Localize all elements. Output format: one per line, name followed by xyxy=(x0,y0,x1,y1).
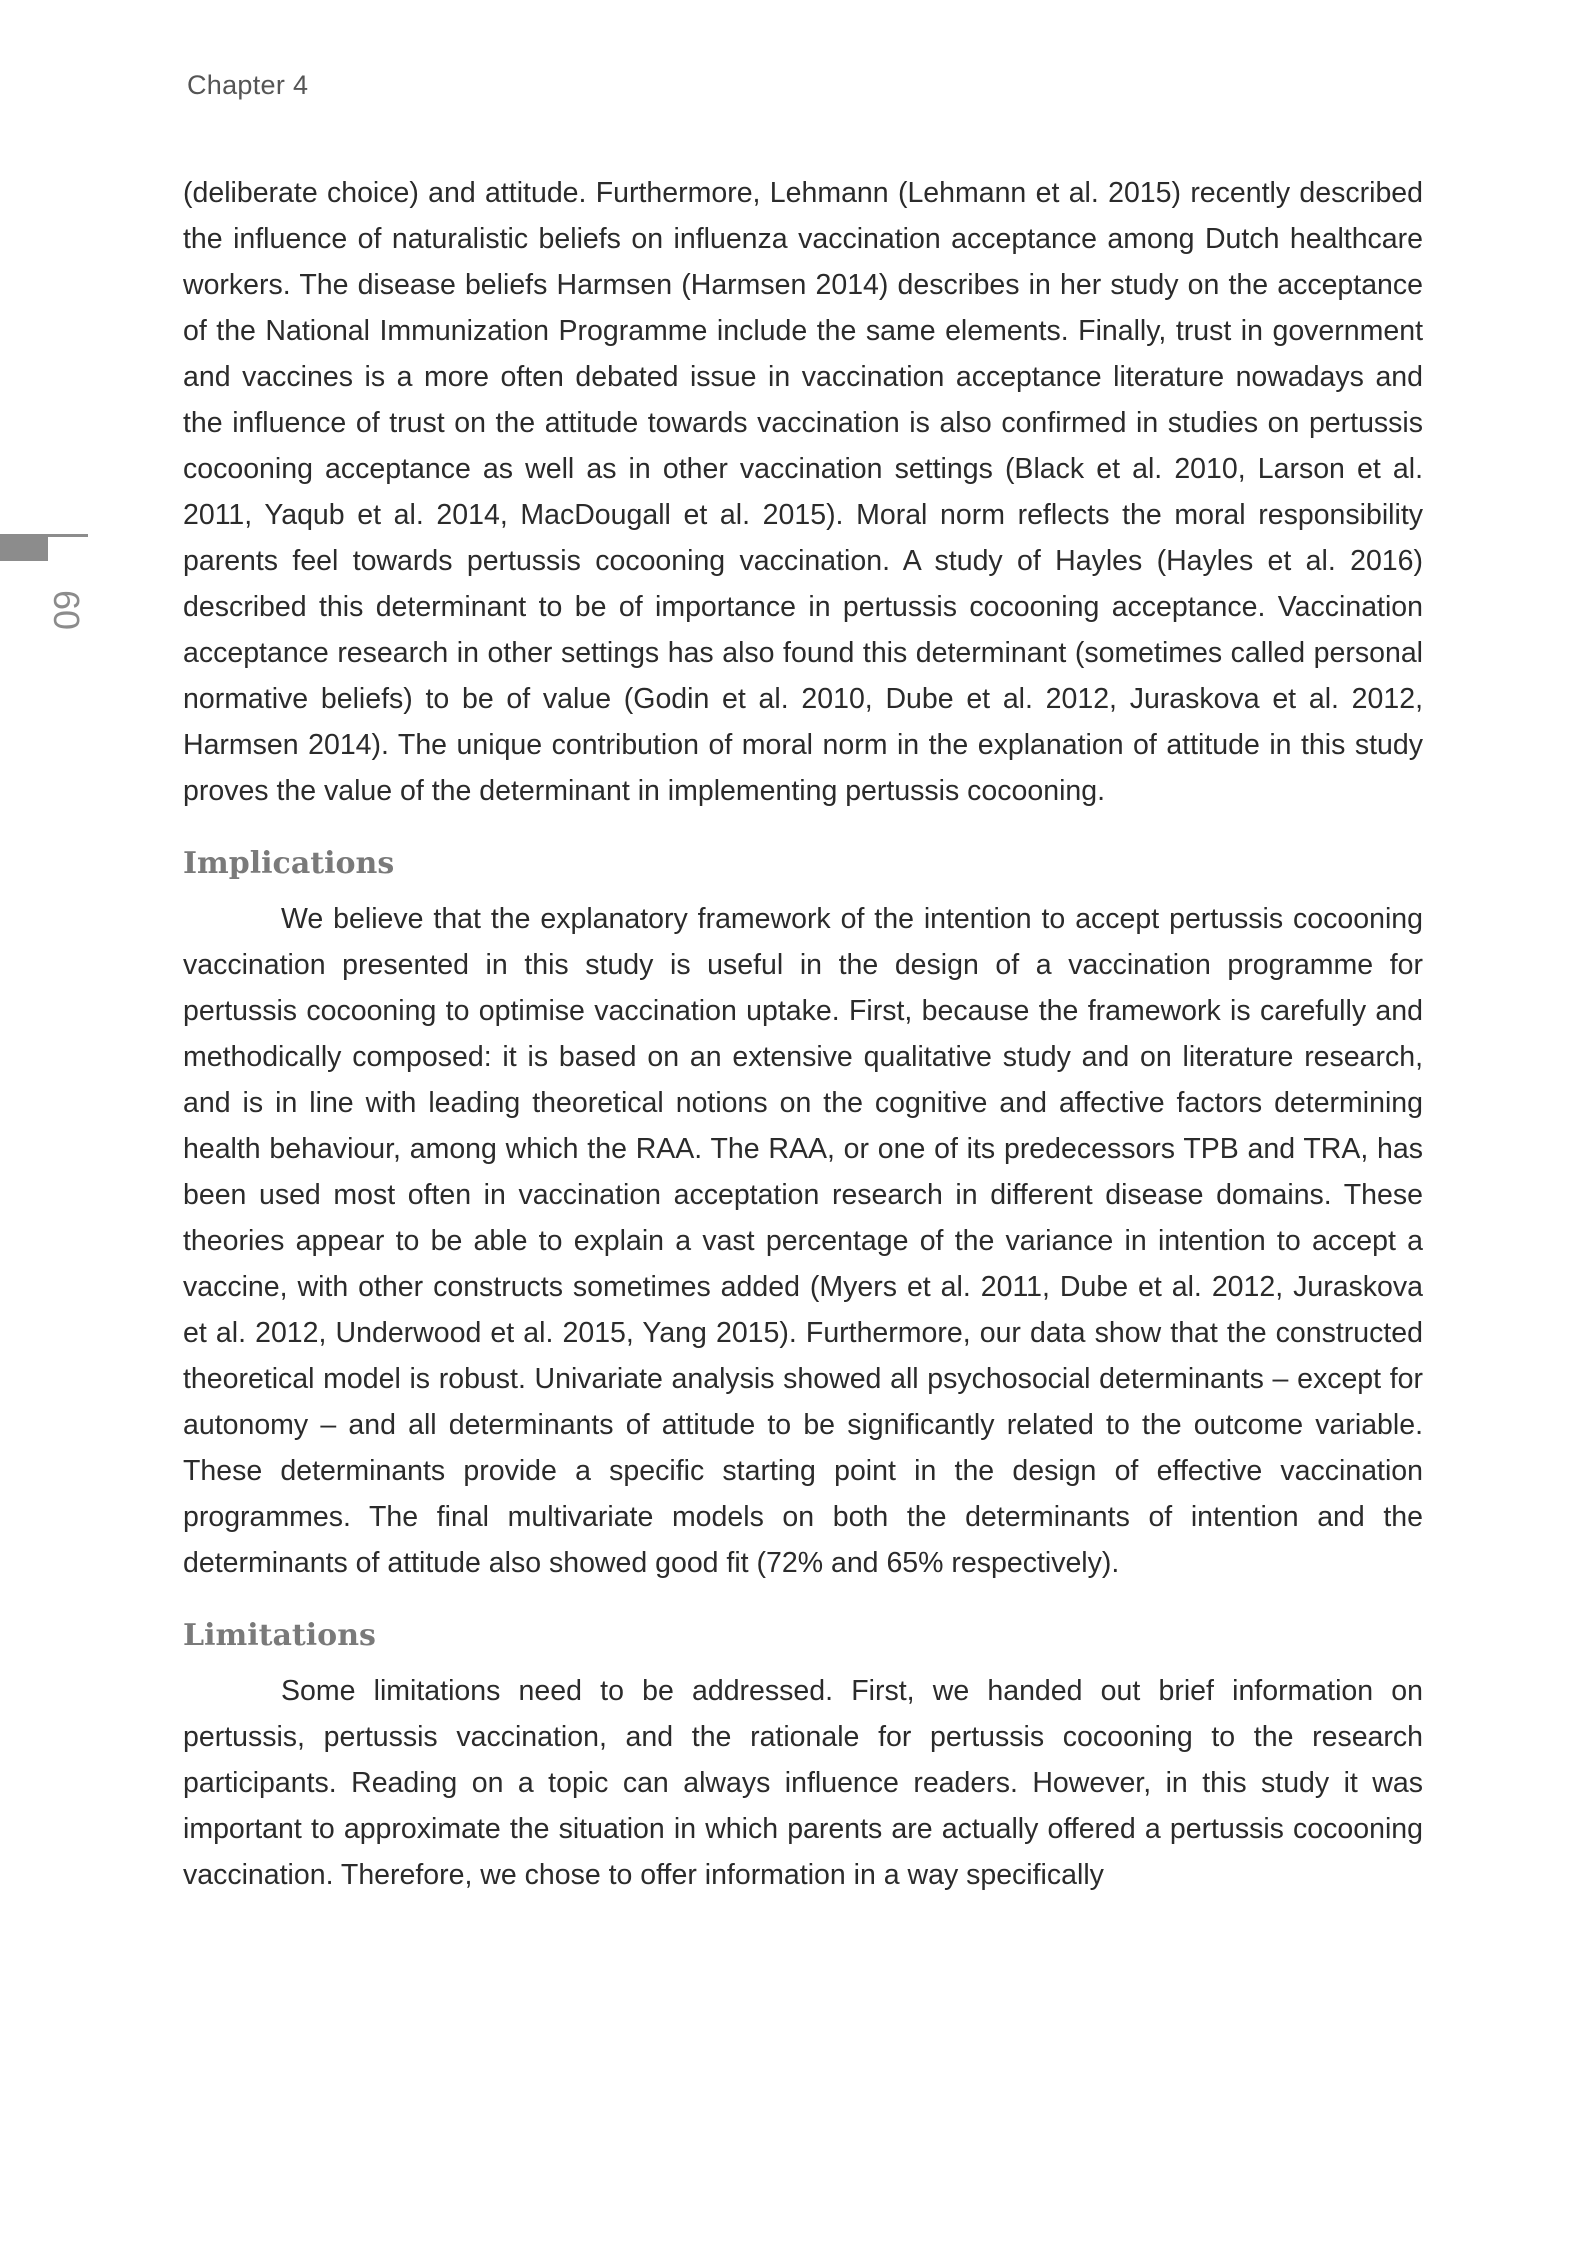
page-marker xyxy=(0,530,90,630)
marker-tab xyxy=(0,535,48,561)
running-header: Chapter 4 xyxy=(187,70,309,100)
paragraph-implications: We believe that the explanatory framework of the intention to accept pertussis cocooning vaccination presented in this study is useful in the design of a vaccination programme for pertussis cocooning to optimise vaccination uptake. First, because the framework is carefully and methodically composed: it is based on an extensive qualitative study and on literature research, and is in line with leading theoretical notions on the cognitive and affective factors determining health behaviour, among which the RAA. The RAA, or one of its predecessors TPB and TRA, has been used most often in vaccination acceptation research in different disease domains. These theories appear to be able to explain a vast percentage of the variance in intention to accept a vaccine, with other constructs sometimes added (Myers et al. 2011, Dube et al. 2012, Juraskova et al. 2012, Underwood et al. 2015, Yang 2015). Furthermore, our data show that the constructed theoretical model is robust. Univariate analysis showed all psychosocial determinants – except for autonomy – and all determinants of attitude to be significantly related to the outcome variable. These determinants provide a specific starting point in the design of effective vaccination programmes. The final multivariate models on both the determinants of intention and the determinants of attitude also showed good fit (72% and 65% respectively). xyxy=(183,903,1423,1579)
section-heading-implications: Implications xyxy=(183,846,395,881)
page-number: 60 xyxy=(46,589,88,631)
body-text xyxy=(183,170,1423,1898)
section-heading-limitations: Limitations xyxy=(183,1618,376,1653)
paragraph-continuation: (deliberate choice) and attitude. Furthermore, Lehmann (Lehmann et al. 2015) recently described the influence of naturalistic beliefs on influenza vaccination acceptance among Dutch healthcare workers. The disease beliefs Harmsen (Harmsen 2014) describes in her study on the acceptance of the National Immunization Programme include the same elements. Finally, trust in government and vaccines is a more often debated issue in vaccination acceptance literature nowadays and the influence of trust on the attitude towards vaccination is also confirmed in studies on pertussis cocooning acceptance as well as in other vaccination settings (Black et al. 2010, Larson et al. 2011, Yaqub et al. 2014, MacDougall et al. 2015). Moral norm reflects the moral responsibility parents feel towards pertussis cocooning vaccination. A study of Hayles (Hayles et al. 2016) described this determinant to be of importance in pertussis cocooning acceptance. Vaccination acceptance research in other settings has also found this determinant (sometimes called personal normative beliefs) to be of value (Godin et al. 2010, Dube et al. 2012, Juraskova et al. 2012, Harmsen 2014). The unique contribution of moral norm in the explanation of attitude in this study proves the value of the determinant in implementing pertussis cocooning. xyxy=(183,177,1423,807)
paragraph-limitations: Some limitations need to be addressed. First, we handed out brief information on pertussis, pertussis vaccination, and the rationale for pertussis cocooning to the research participants. Reading on a topic can always influence readers. However, in this study it was important to approximate the situation in which parents are actually offered a pertussis cocooning vaccination. Therefore, we chose to offer information in a way specifically xyxy=(183,1675,1423,1891)
